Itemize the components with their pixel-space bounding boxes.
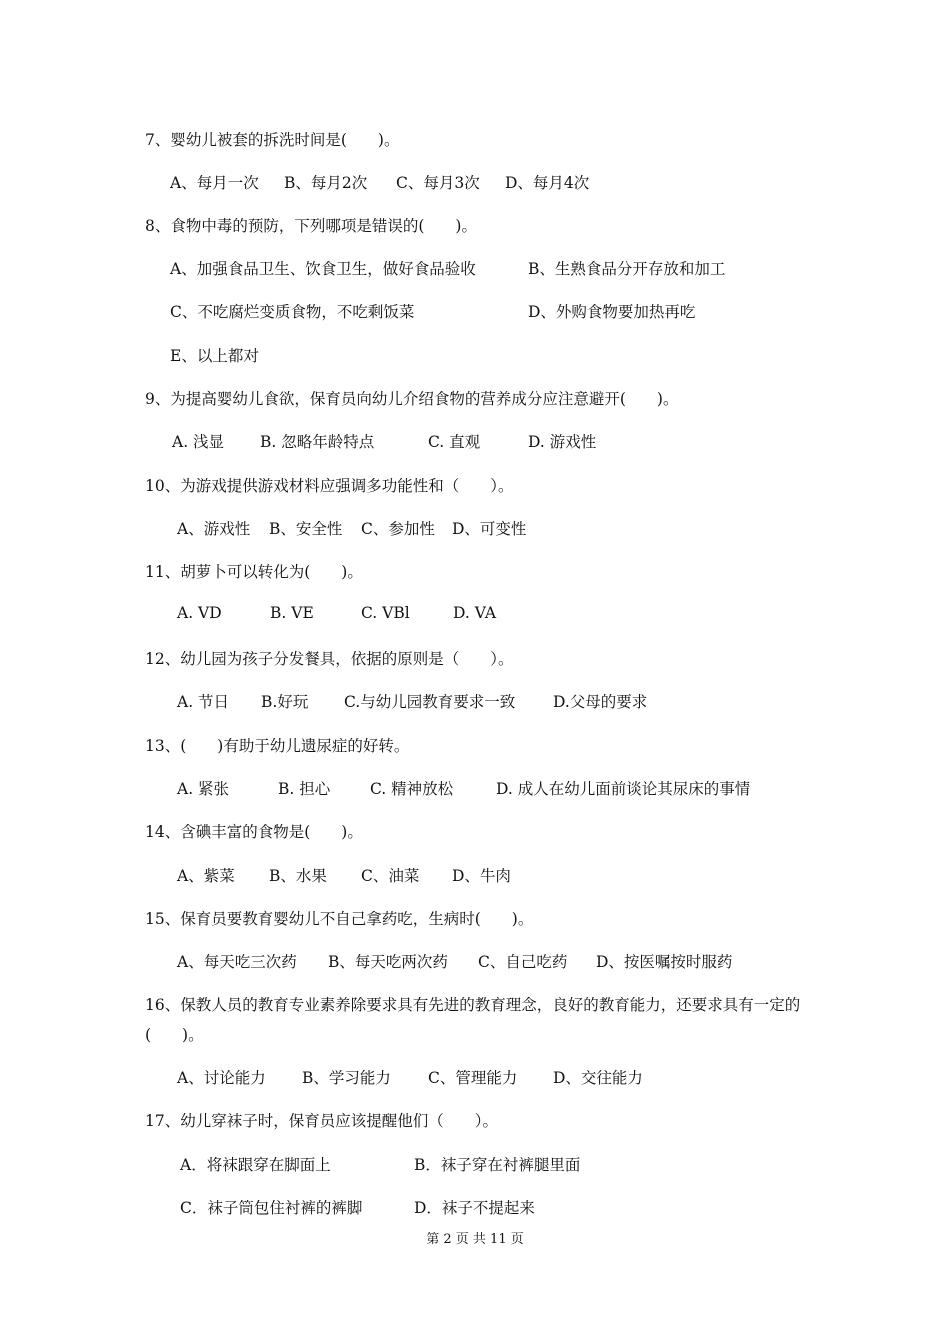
- q11-option-d: D. VA: [453, 604, 497, 622]
- q16-option-a: A、讨论能力: [177, 1069, 266, 1087]
- q15-option-c: C、自己吃药: [478, 953, 568, 971]
- q10-option-b: B、安全性: [269, 520, 343, 538]
- page-number-footer: 第 2 页 共 11 页: [426, 1232, 524, 1247]
- q8-option-a: A、加强食品卫生、饮食卫生，做好食品验收: [170, 260, 476, 278]
- q12-option-d: D.父母的要求: [553, 693, 648, 711]
- q11-option-a: A. VD: [177, 604, 222, 622]
- q11-option-c: C. VBl: [361, 604, 410, 622]
- q13-option-b: B. 担心: [278, 780, 331, 798]
- q7-option-c: C、每月3次: [396, 174, 480, 192]
- q7-option-a: A、每月一次: [170, 174, 259, 192]
- q9-option-a: A. 浅显: [172, 433, 225, 451]
- q12-option-b: B.好玩: [261, 693, 309, 711]
- q7-option-b: B、每月2次: [284, 174, 368, 192]
- q10-option-a: A、游戏性: [177, 520, 251, 538]
- q9-option-b: B. 忽略年龄特点: [260, 433, 375, 451]
- q12-option-c: C.与幼儿园教育要求一致: [344, 693, 516, 711]
- q13-option-d: D. 成人在幼儿面前谈论其尿床的事情: [496, 780, 751, 798]
- q17-option-a: A．将袜跟穿在脚面上: [180, 1156, 331, 1174]
- question-15: 15、保育员要教育婴幼儿不自己拿药吃，生病时( )。: [145, 910, 534, 928]
- question-17: 17、幼儿穿袜子时，保育员应该提醒他们（ ）。: [145, 1112, 498, 1130]
- question-9: 9、为提高婴幼儿食欲，保育员向幼儿介绍食物的营养成分应注意避开( )。: [145, 390, 679, 408]
- q8-option-d: D、外购食物要加热再吃: [528, 303, 696, 321]
- q17-option-c: C．袜子筒包住衬裤的裤脚: [180, 1199, 363, 1217]
- question-11: 11、胡萝卜可以转化为( )。: [145, 563, 363, 581]
- q14-option-a: A、紫菜: [177, 867, 235, 885]
- q15-option-b: B、每天吃两次药: [328, 953, 448, 971]
- q14-option-c: C、油菜: [361, 867, 420, 885]
- q15-option-d: D、按医嘱按时服药: [596, 953, 733, 971]
- q10-option-d: D、可变性: [452, 520, 527, 538]
- q16-option-d: D、交往能力: [553, 1069, 643, 1087]
- q16-option-c: C、管理能力: [428, 1069, 518, 1087]
- q13-option-c: C. 精神放松: [370, 780, 454, 798]
- question-14: 14、含碘丰富的食物是( )。: [145, 823, 363, 841]
- q17-option-b: B．袜子穿在衬裤腿里面: [414, 1156, 581, 1174]
- q11-option-b: B. VE: [270, 604, 314, 622]
- q17-option-d: D．袜子不提起来: [414, 1199, 535, 1217]
- q9-option-d: D. 游戏性: [528, 433, 597, 451]
- q16-option-b: B、学习能力: [302, 1069, 391, 1087]
- q8-option-e: E、以上都对: [170, 347, 259, 365]
- question-16: 16、保教人员的教育专业素养除要求具有先进的教育理念，良好的教育能力，还要求具有一定的( )。: [145, 996, 801, 1044]
- q15-option-a: A、每天吃三次药: [177, 953, 297, 971]
- question-8: 8、食物中毒的预防，下列哪项是错误的( )。: [145, 217, 477, 235]
- q12-option-a: A. 节日: [177, 693, 230, 711]
- question-7: 7、婴幼儿被套的拆洗时间是( )。: [145, 131, 400, 149]
- q8-option-c: C、不吃腐烂变质食物，不吃剩饭菜: [170, 303, 415, 321]
- q8-option-b: B、生熟食品分开存放和加工: [528, 260, 726, 278]
- question-10: 10、为游戏提供游戏材料应强调多功能性和（ ）。: [145, 477, 514, 495]
- q13-option-a: A. 紧张: [177, 780, 230, 798]
- question-12: 12、幼儿园为孩子分发餐具，依据的原则是（ ）。: [145, 650, 514, 668]
- q14-option-d: D、牛肉: [452, 867, 511, 885]
- q9-option-c: C. 直观: [428, 433, 481, 451]
- q7-option-d: D、每月4次: [505, 174, 590, 192]
- q10-option-c: C、参加性: [361, 520, 435, 538]
- question-13: 13、( )有助于幼儿遗尿症的好转。: [145, 737, 410, 755]
- q14-option-b: B、水果: [269, 867, 327, 885]
